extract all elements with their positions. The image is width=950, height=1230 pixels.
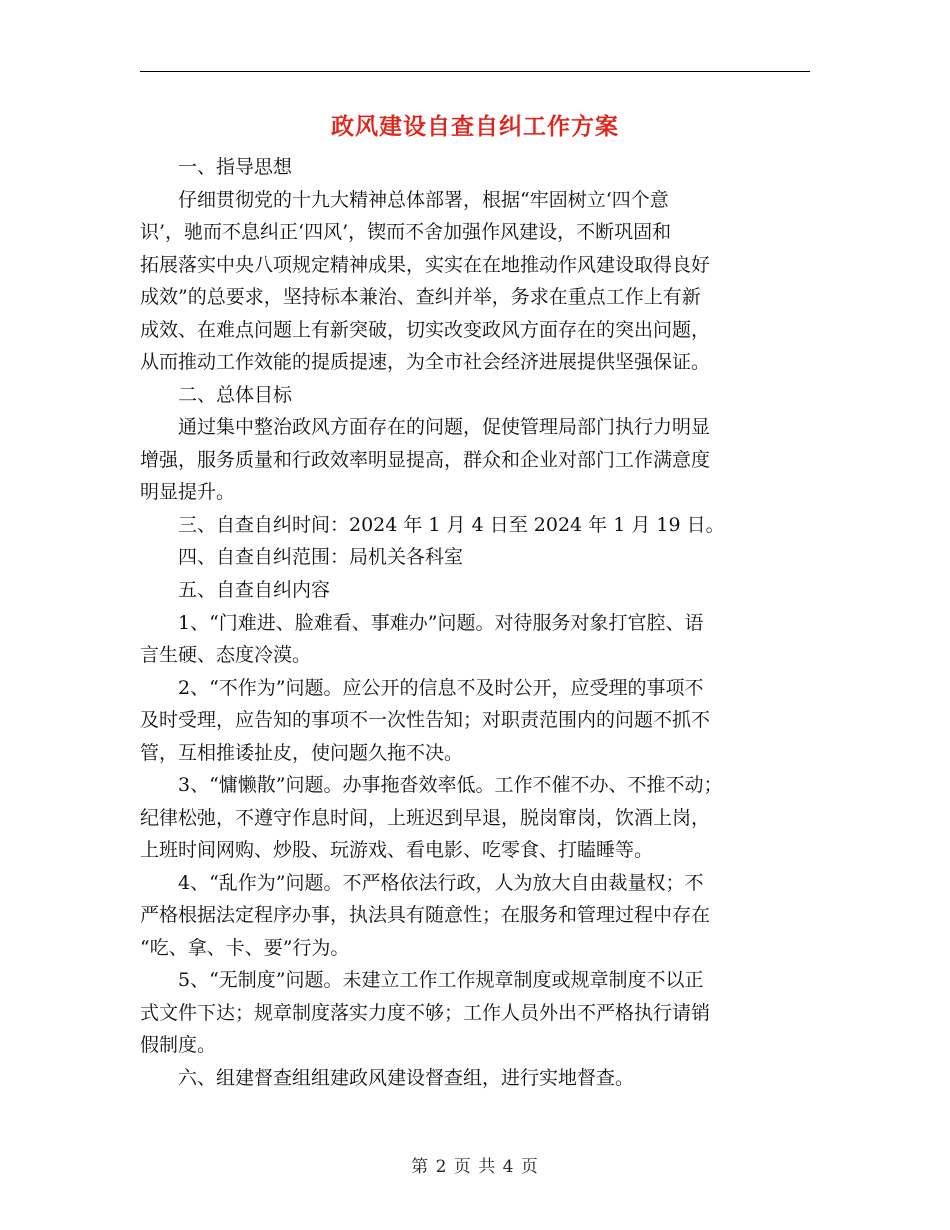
- text-line: 明显提升。: [140, 481, 236, 503]
- text-line: 仔细贯彻党的十九大精神总体部署，根据“牢固树立‘四个意: [140, 189, 669, 211]
- text-line: 式文件下达；规章制度落实力度不够；工作人员外出不严格执行请销: [140, 1002, 711, 1024]
- text-line: 纪律松弛，不遵守作息时间，上班迟到早退，脱岗窜岗，饮酒上岗，: [140, 807, 711, 829]
- text-line: 通过集中整治政风方面存在的问题，促使管理局部门执行力明显: [140, 416, 711, 438]
- text-line: 4、“乱作为”问题。不严格依法行政，人为放大自由裁量权；不: [140, 872, 704, 894]
- text-line: 3、“慵懒散”问题。办事拖沓效率低。工作不催不办、不推不动；: [140, 774, 723, 796]
- text-line: 成效、在难点问题上有新突破，切实改变政风方面存在的突出问题，: [140, 319, 711, 341]
- header-rule: [140, 71, 810, 72]
- text-line: 成效”的总要求，坚持标本兼治、查纠并举，务求在重点工作上有新: [140, 286, 701, 308]
- text-line: 二、总体目标: [140, 384, 293, 406]
- text-line: 一、指导思想: [140, 156, 293, 178]
- text-line: 六、组建督查组组建政风建设督查组，进行实地督查。: [140, 1067, 635, 1089]
- text-line: 增强，服务质量和行政效率明显提高，群众和企业对部门工作满意度: [140, 449, 711, 471]
- text-line: 五、自查自纠内容: [140, 579, 331, 601]
- text-line: 严格根据法定程序办事，执法具有随意性；在服务和管理过程中存在: [140, 904, 711, 926]
- text-line: “吃、拿、卡、要”行为。: [140, 937, 350, 959]
- text-line: 四、自查自纠范围：局机关各科室: [140, 546, 464, 568]
- text-line: 拓展落实中央八项规定精神成果，实实在在地推动作风建设取得良好: [140, 254, 711, 276]
- text-line: 2、“不作为”问题。应公开的信息不及时公开，应受理的事项不: [140, 677, 704, 699]
- text-line: 5、“无制度”问题。未建立工作工作规章制度或规章制度不以正: [140, 969, 704, 991]
- text-line: 假制度。: [140, 1034, 217, 1056]
- text-line: 上班时间网购、炒股、玩游戏、看电影、吃零食、打瞌睡等。: [140, 839, 654, 861]
- page-number-footer: 第 2 页 共 4 页: [411, 1157, 539, 1177]
- text-line: 识’，驰而不息纠正‘四风’，锲而不舍加强作风建设，不断巩固和: [140, 221, 672, 243]
- document-title: 政风建设自查自纠工作方案: [331, 113, 619, 140]
- text-line: 1、“门难进、脸难看、事难办”问题。对待服务对象打官腔、语: [140, 612, 704, 634]
- text-line: 三、自查自纠时间：2024 年 1 月 4 日至 2024 年 1 月 19 日。: [140, 514, 725, 536]
- text-line: 及时受理，应告知的事项不一次性告知；对职责范围内的问题不抓不: [140, 709, 711, 731]
- text-line: 言生硬、态度冷漠。: [140, 644, 312, 666]
- text-line: 从而推动工作效能的提质提速，为全市社会经济进展提供坚强保证。: [140, 351, 711, 373]
- text-line: 管，互相推诿扯皮，使问题久拖不决。: [140, 742, 464, 764]
